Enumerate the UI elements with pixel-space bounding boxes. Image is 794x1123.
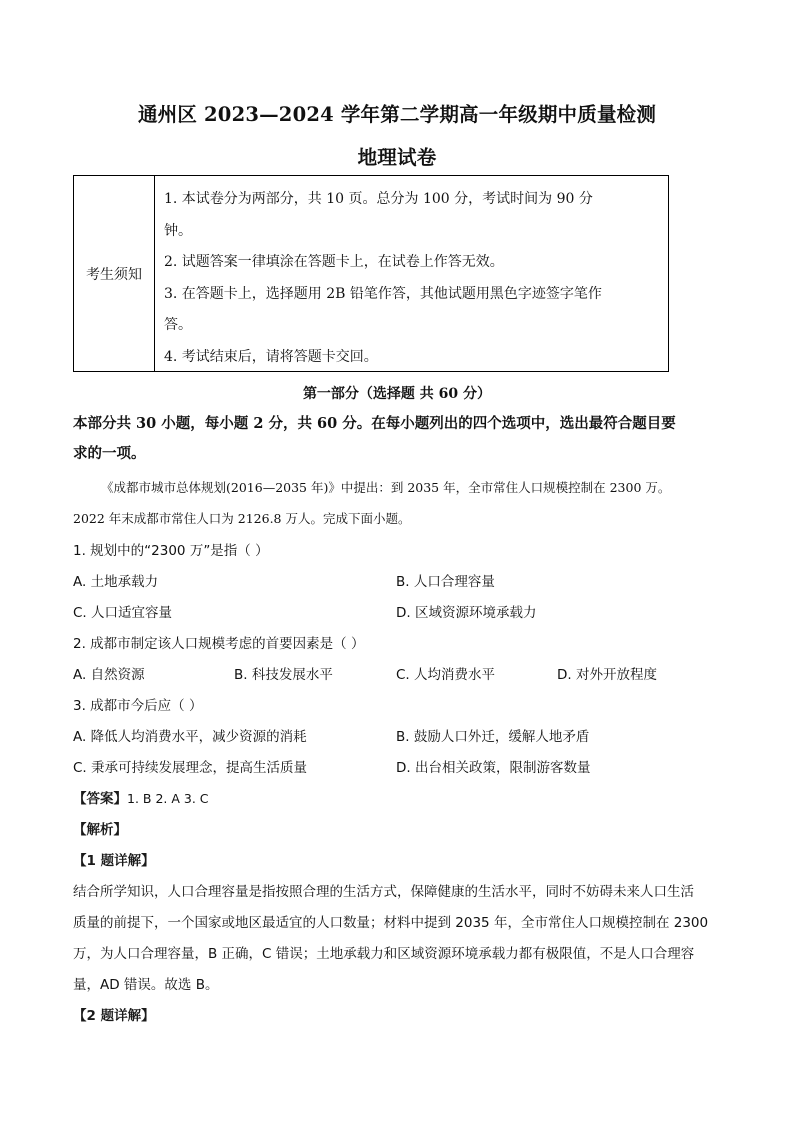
question-stem: 1. 规划中的“2300 万”是指（ ） bbox=[73, 543, 269, 559]
question-stem: 2. 成都市制定该人口规模考虑的首要因素是（ ） bbox=[73, 636, 365, 652]
question-option: D. 出台相关政策，限制游客数量 bbox=[396, 760, 591, 776]
section-intro-line: 本部分共 30 小题，每小题 2 分，共 60 分。在每小题列出的四个选项中，选出最符合题目要 bbox=[73, 415, 676, 432]
notice-item: 3. 在答题卡上，选择题用 2B 铅笔作答，其他试题用黑色字迹签字笔作 bbox=[164, 285, 602, 302]
question-option: C. 人均消费水平 bbox=[396, 667, 496, 683]
question-option: B. 科技发展水平 bbox=[234, 667, 333, 683]
detail-1-line: 质量的前提下，一个国家或地区最适宜的人口数量；材料中提到 2035 年，全市常住人口规模控制在 2300 bbox=[73, 915, 709, 931]
answer-row bbox=[73, 787, 209, 807]
question-option: A. 土地承载力 bbox=[73, 574, 159, 590]
question-option: B. 人口合理容量 bbox=[396, 574, 495, 590]
question-option: C. 人口适宜容量 bbox=[73, 605, 173, 621]
answer-text: 1. B 2. A 3. C bbox=[127, 791, 209, 806]
question-option: A. 自然资源 bbox=[73, 667, 145, 683]
notice-item: 4. 考试结束后，请将答题卡交回。 bbox=[164, 348, 378, 365]
question-option: C. 秉承可持续发展理念，提高生活质量 bbox=[73, 760, 308, 776]
detail-1-line: 万，为人口合理容量，B 正确，C 错误；土地承载力和区域资源环境承载力都有极限值，不是人口合理容 bbox=[73, 946, 695, 962]
question-stem: 3. 成都市今后应（ ） bbox=[73, 698, 203, 714]
detail-1-line: 量，AD 错误。故选 B。 bbox=[73, 977, 219, 993]
section-intro-line: 求的一项。 bbox=[73, 445, 146, 462]
detail-2-tag: 【2 题详解】 bbox=[73, 1008, 155, 1024]
notice-items bbox=[164, 184, 660, 373]
question-option: D. 对外开放程度 bbox=[557, 667, 657, 683]
question-option: B. 鼓励人口外迁，缓解人地矛盾 bbox=[396, 729, 590, 745]
analysis-tag: 【解析】 bbox=[73, 822, 127, 838]
notice-label: 考生须知 bbox=[74, 176, 155, 371]
detail-1-tag: 【1 题详解】 bbox=[73, 853, 155, 869]
exam-subtitle: 地理试卷 bbox=[357, 146, 437, 169]
notice-item: 2. 试题答案一律填涂在答题卡上，在试卷上作答无效。 bbox=[164, 254, 504, 270]
detail-1-line: 结合所学知识，人口合理容量是指按照合理的生活方式，保障健康的生活水平，同时不妨碍未来人口生活 bbox=[73, 884, 694, 900]
question-option: A. 降低人均消费水平，减少资源的消耗 bbox=[73, 729, 307, 745]
exam-title: 通州区 2023—2024 学年第二学期高一年级期中质量检测 bbox=[137, 103, 657, 126]
answer-tag: 【答案】 bbox=[73, 791, 127, 807]
material-line: 2022 年末成都市常住人口为 2126.8 万人。完成下面小题。 bbox=[73, 511, 411, 526]
material-line: 《成都市城市总体规划(2016—2035 年)》中提出：到 2035 年，全市常住人口规模控制在 2300 万。 bbox=[101, 480, 671, 495]
notice-item: 1. 本试卷分为两部分，共 10 页。总分为 100 分，考试时间为 90 分 bbox=[164, 191, 593, 207]
notice-table bbox=[73, 175, 669, 372]
section-heading: 第一部分（选择题 共 60 分） bbox=[302, 386, 492, 402]
notice-item: 钟。 bbox=[164, 222, 192, 239]
notice-item: 答。 bbox=[164, 317, 192, 333]
question-option: D. 区域资源环境承载力 bbox=[396, 605, 537, 621]
